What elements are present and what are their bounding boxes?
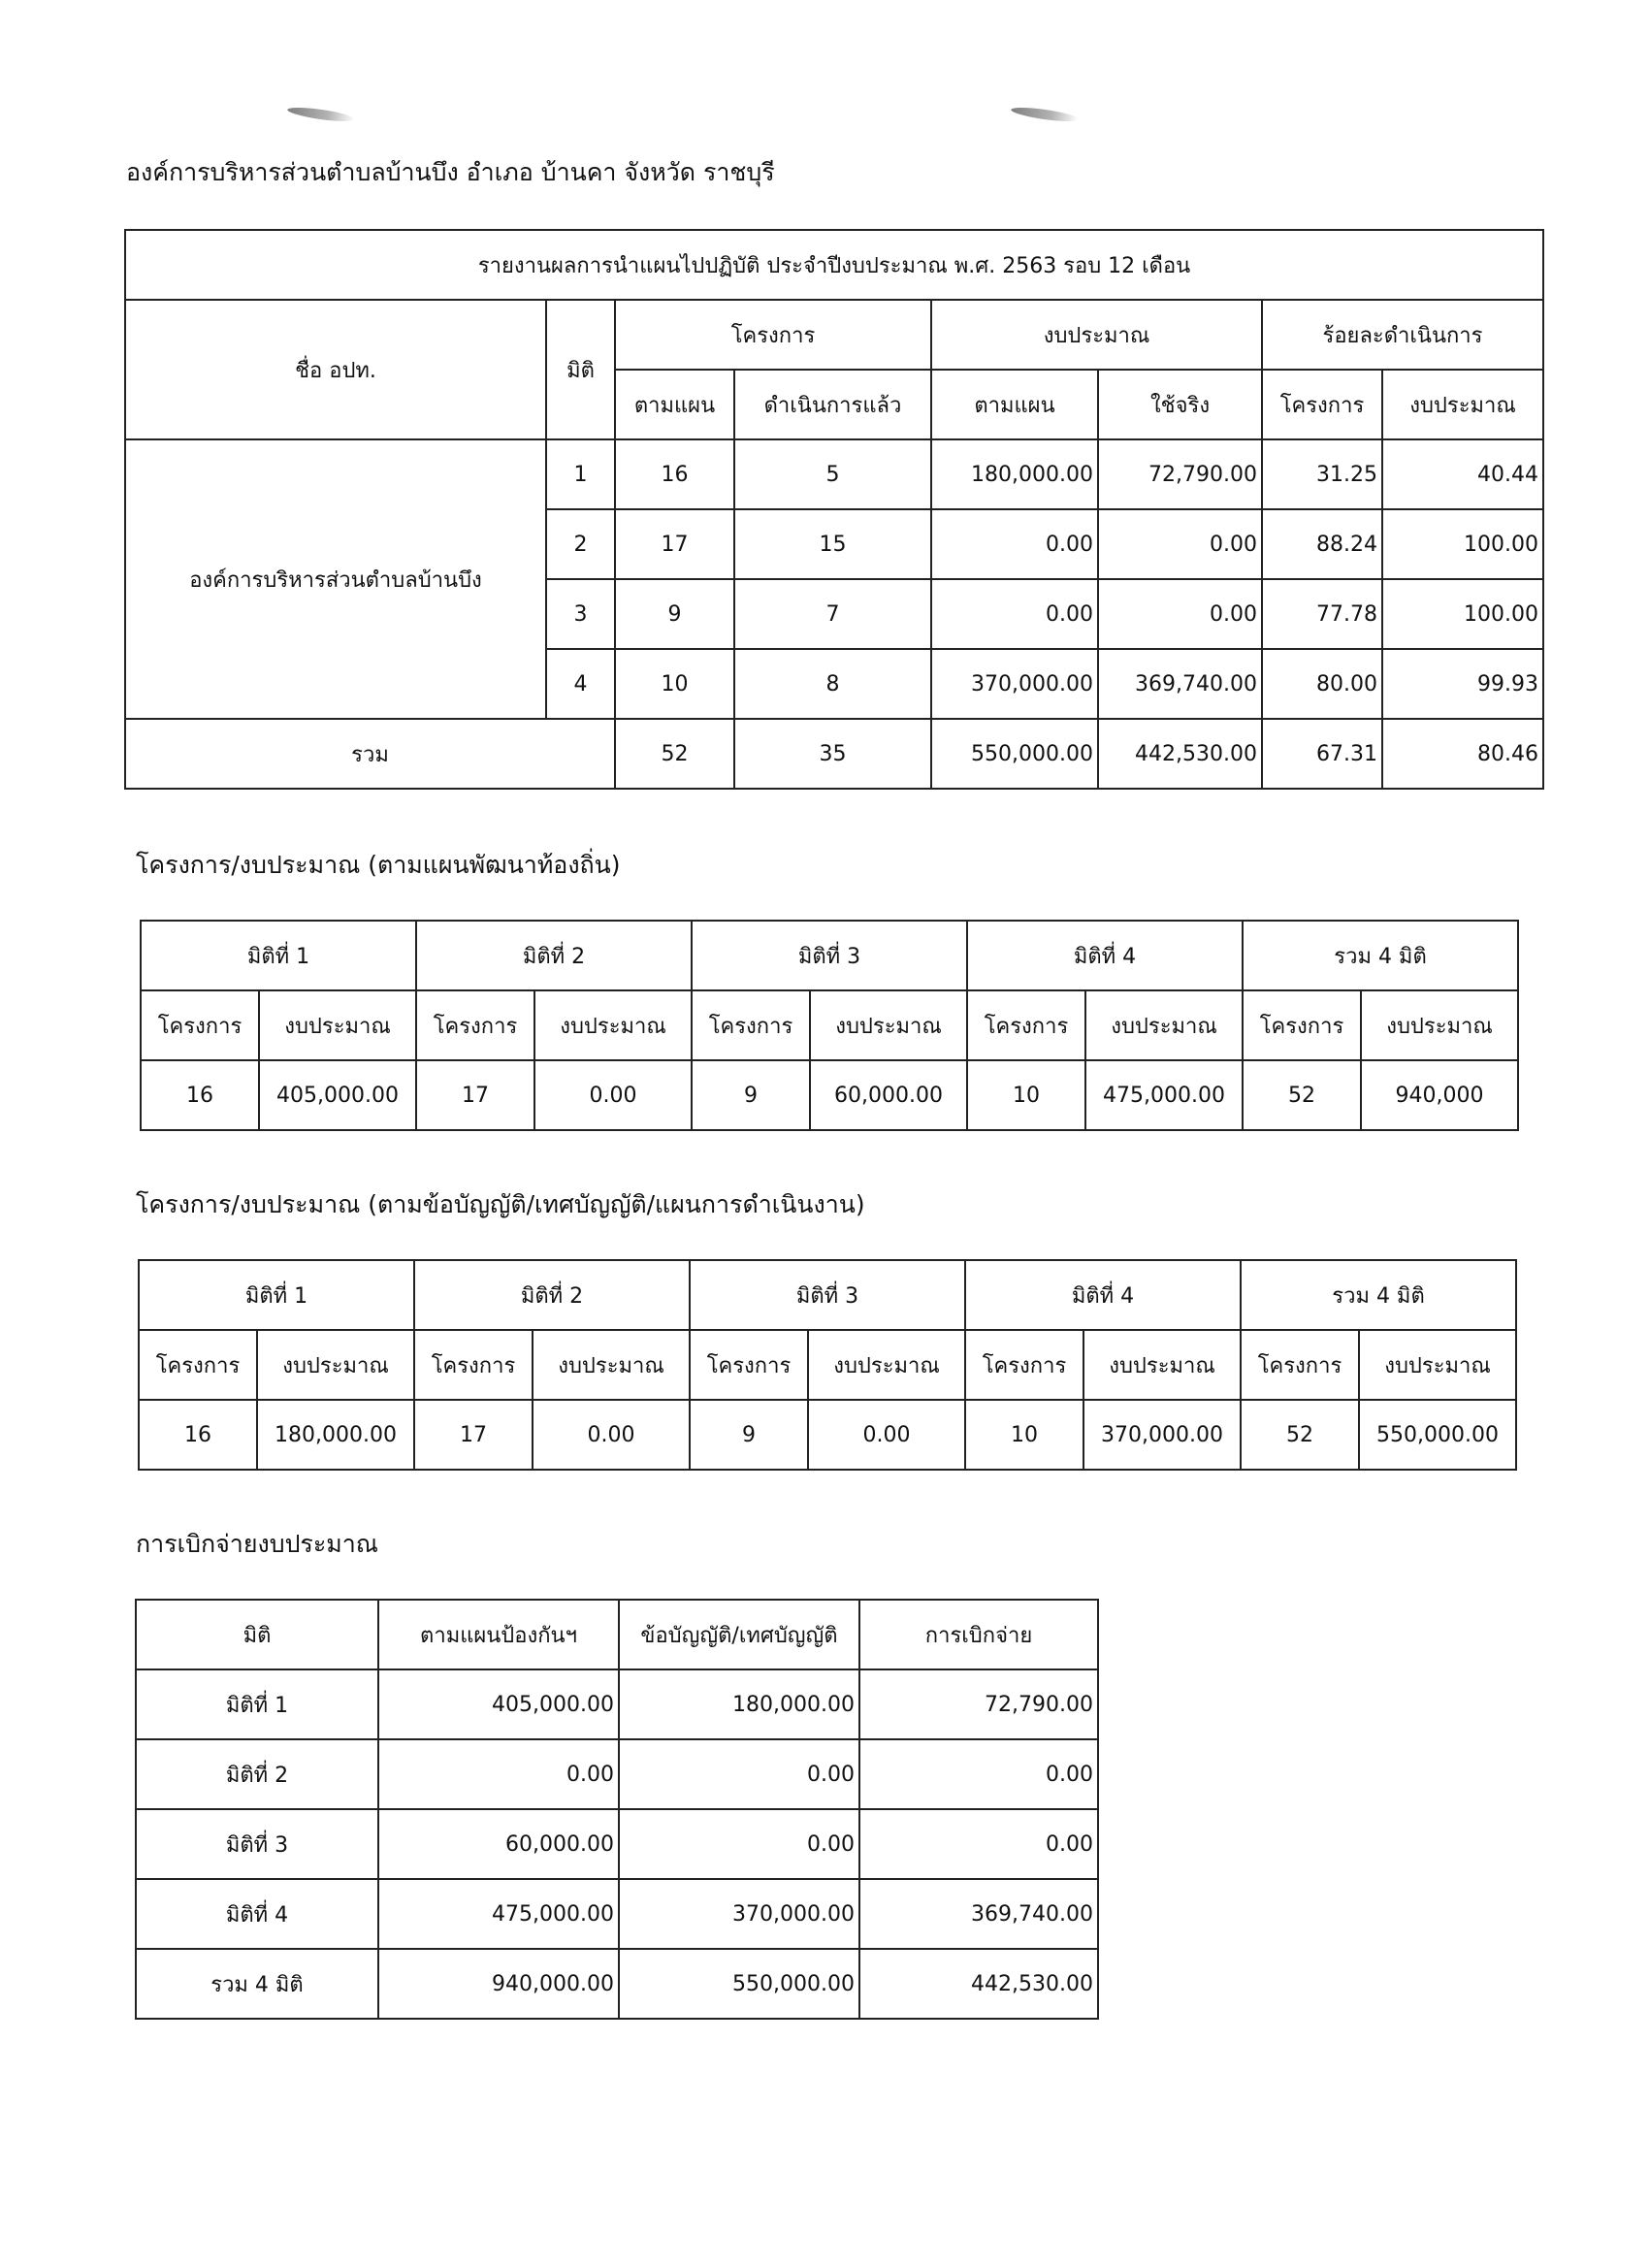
- sub-header-project: โครงการ: [141, 990, 259, 1060]
- plan-value: 60,000.00: [378, 1809, 619, 1879]
- plan-cell: 10: [615, 649, 734, 719]
- group-header: มิติที่ 4: [965, 1260, 1241, 1330]
- spent-value: 0.00: [859, 1739, 1098, 1809]
- sub-header-pct-budget: งบประมาณ: [1382, 370, 1543, 439]
- report-table: [124, 229, 1544, 790]
- dim-label: มิติที่ 1: [136, 1669, 378, 1739]
- project-count: 52: [1241, 1400, 1359, 1470]
- sub-header-project: โครงการ: [1243, 990, 1361, 1060]
- ordinance-value: 0.00: [619, 1809, 859, 1879]
- project-count: 16: [139, 1400, 257, 1470]
- sub-header-pct-project: โครงการ: [1262, 370, 1382, 439]
- dim-cell: 1: [546, 439, 615, 509]
- actual-cell: 0.00: [1098, 509, 1262, 579]
- sub-header-budget-plan: ตามแผน: [931, 370, 1098, 439]
- ordinance-value: 550,000.00: [619, 1949, 859, 2019]
- sub-header-project: โครงการ: [139, 1330, 257, 1400]
- budget-plan-cell: 0.00: [931, 579, 1098, 649]
- pct-budget-cell: 100.00: [1382, 579, 1543, 649]
- project-count: 52: [1243, 1060, 1361, 1130]
- plan-cell: 16: [615, 439, 734, 509]
- done-cell: 15: [734, 509, 931, 579]
- group-header: มิติที่ 3: [692, 921, 967, 990]
- plan-value: 405,000.00: [378, 1669, 619, 1739]
- project-count: 16: [141, 1060, 259, 1130]
- ordinance-value: 0.00: [619, 1739, 859, 1809]
- dim-cell: 4: [546, 649, 615, 719]
- report-title: รายงานผลการนำแผนไปปฏิบัติ ประจำปีงบประมาณ พ.ศ. 2563 รอบ 12 เดือน: [125, 230, 1543, 300]
- disbursement-table: [135, 1599, 1099, 2020]
- sub-header-actual: ใช้จริง: [1098, 370, 1262, 439]
- dim-label: มิติที่ 2: [136, 1739, 378, 1809]
- spent-value: 442,530.00: [859, 1949, 1098, 2019]
- total-done: 35: [734, 719, 931, 789]
- pct-project-cell: 88.24: [1262, 509, 1382, 579]
- table-row: [139, 1400, 1516, 1470]
- sub-header-budget: งบประมาณ: [1085, 990, 1243, 1060]
- pct-budget-cell: 99.93: [1382, 649, 1543, 719]
- sub-header-project: โครงการ: [965, 1330, 1083, 1400]
- header-ordinance: ข้อบัญญัติ/เทศบัญญัติ: [619, 1600, 859, 1669]
- sub-header-budget: งบประมาณ: [808, 1330, 965, 1400]
- pct-project-cell: 31.25: [1262, 439, 1382, 509]
- sub-header-budget: งบประมาณ: [257, 1330, 414, 1400]
- done-cell: 5: [734, 439, 931, 509]
- group-header: รวม 4 มิติ: [1241, 1260, 1516, 1330]
- table-row: [136, 1669, 1098, 1739]
- budget-value: 405,000.00: [259, 1060, 416, 1130]
- budget-value: 180,000.00: [257, 1400, 414, 1470]
- budget-value: 60,000.00: [810, 1060, 967, 1130]
- ordinance-value: 370,000.00: [619, 1879, 859, 1949]
- budget-value: 940,000: [1361, 1060, 1518, 1130]
- page-title: องค์การบริหารส่วนตำบลบ้านบึง อำเภอ บ้านคา จังหวัด ราชบุรี: [126, 158, 775, 186]
- sub-header-project: โครงการ: [414, 1330, 533, 1400]
- pct-project-cell: 77.78: [1262, 579, 1382, 649]
- group-header: รวม 4 มิติ: [1243, 921, 1518, 990]
- section-title-ordinance: โครงการ/งบประมาณ (ตามข้อบัญญัติ/เทศบัญญัติ/แผนการดำเนินงาน): [136, 1190, 865, 1218]
- sub-header-budget: งบประมาณ: [259, 990, 416, 1060]
- sub-header-budget: งบประมาณ: [810, 990, 967, 1060]
- group-budget-header: งบประมาณ: [931, 300, 1262, 370]
- group-percent-header: ร้อยละดำเนินการ: [1262, 300, 1543, 370]
- header-plan: ตามแผนป้องกันฯ: [378, 1600, 619, 1669]
- col-dim-header: มิติ: [546, 300, 615, 439]
- budget-plan-cell: 180,000.00: [931, 439, 1098, 509]
- actual-cell: 0.00: [1098, 579, 1262, 649]
- sub-header-project: โครงการ: [967, 990, 1085, 1060]
- table-row: [136, 1739, 1098, 1809]
- table-row: [136, 1879, 1098, 1949]
- org-name-cell: องค์การบริหารส่วนตำบลบ้านบึง: [125, 439, 546, 719]
- sub-header-project: โครงการ: [1241, 1330, 1359, 1400]
- total-actual: 442,530.00: [1098, 719, 1262, 789]
- col-org-header: ชื่อ อปท.: [125, 300, 546, 439]
- total-pct-budget: 80.46: [1382, 719, 1543, 789]
- sub-header-budget: งบประมาณ: [1083, 1330, 1241, 1400]
- group-header: มิติที่ 2: [414, 1260, 690, 1330]
- section-title-disbursement: การเบิกจ่ายงบประมาณ: [136, 1530, 378, 1558]
- budget-value: 370,000.00: [1083, 1400, 1241, 1470]
- project-count: 9: [690, 1400, 808, 1470]
- total-label: รวม: [125, 719, 615, 789]
- budget-value: 550,000.00: [1359, 1400, 1516, 1470]
- project-count: 9: [692, 1060, 810, 1130]
- pct-budget-cell: 100.00: [1382, 509, 1543, 579]
- header-dim: มิติ: [136, 1600, 378, 1669]
- dim-label: มิติที่ 3: [136, 1809, 378, 1879]
- total-row: [125, 719, 1543, 789]
- sub-header-project: โครงการ: [416, 990, 534, 1060]
- budget-value: 0.00: [533, 1400, 690, 1470]
- dim-cell: 3: [546, 579, 615, 649]
- dim-label: รวม 4 มิติ: [136, 1949, 378, 2019]
- section-title-local-plan: โครงการ/งบประมาณ (ตามแผนพัฒนาท้องถิ่น): [136, 851, 621, 879]
- total-budget-plan: 550,000.00: [931, 719, 1098, 789]
- sub-header-budget: งบประมาณ: [1359, 1330, 1516, 1400]
- dim-label: มิติที่ 4: [136, 1879, 378, 1949]
- sub-header-budget: งบประมาณ: [1361, 990, 1518, 1060]
- project-count: 10: [965, 1400, 1083, 1470]
- sub-header-done: ดำเนินการแล้ว: [734, 370, 931, 439]
- total-pct-project: 67.31: [1262, 719, 1382, 789]
- scan-mark: [287, 105, 356, 124]
- dim-cell: 2: [546, 509, 615, 579]
- plan-value: 940,000.00: [378, 1949, 619, 2019]
- group-header: มิติที่ 2: [416, 921, 692, 990]
- pct-project-cell: 80.00: [1262, 649, 1382, 719]
- header-spent: การเบิกจ่าย: [859, 1600, 1098, 1669]
- sub-header-budget: งบประมาณ: [533, 1330, 690, 1400]
- plan-cell: 9: [615, 579, 734, 649]
- table-row: [136, 1809, 1098, 1879]
- project-count: 10: [967, 1060, 1085, 1130]
- total-row: [136, 1949, 1098, 2019]
- done-cell: 7: [734, 579, 931, 649]
- local-plan-table: [140, 920, 1519, 1131]
- sub-header-project: โครงการ: [692, 990, 810, 1060]
- group-header: มิติที่ 4: [967, 921, 1243, 990]
- group-header: มิติที่ 1: [141, 921, 416, 990]
- total-plan: 52: [615, 719, 734, 789]
- plan-value: 0.00: [378, 1739, 619, 1809]
- budget-plan-cell: 0.00: [931, 509, 1098, 579]
- spent-value: 72,790.00: [859, 1669, 1098, 1739]
- budget-value: 0.00: [808, 1400, 965, 1470]
- budget-value: 475,000.00: [1085, 1060, 1243, 1130]
- budget-value: 0.00: [534, 1060, 692, 1130]
- sub-header-project: โครงการ: [690, 1330, 808, 1400]
- done-cell: 8: [734, 649, 931, 719]
- spent-value: 0.00: [859, 1809, 1098, 1879]
- plan-cell: 17: [615, 509, 734, 579]
- budget-plan-cell: 370,000.00: [931, 649, 1098, 719]
- group-project-header: โครงการ: [615, 300, 931, 370]
- group-header: มิติที่ 3: [690, 1260, 965, 1330]
- actual-cell: 369,740.00: [1098, 649, 1262, 719]
- group-header: มิติที่ 1: [139, 1260, 414, 1330]
- table-row: [125, 439, 1543, 509]
- sub-header-budget: งบประมาณ: [534, 990, 692, 1060]
- scan-mark: [1011, 105, 1080, 124]
- ordinance-value: 180,000.00: [619, 1669, 859, 1739]
- pct-budget-cell: 40.44: [1382, 439, 1543, 509]
- ordinance-table: [138, 1259, 1517, 1471]
- table-row: [141, 1060, 1518, 1130]
- sub-header-plan: ตามแผน: [615, 370, 734, 439]
- plan-value: 475,000.00: [378, 1879, 619, 1949]
- project-count: 17: [416, 1060, 534, 1130]
- spent-value: 369,740.00: [859, 1879, 1098, 1949]
- project-count: 17: [414, 1400, 533, 1470]
- actual-cell: 72,790.00: [1098, 439, 1262, 509]
